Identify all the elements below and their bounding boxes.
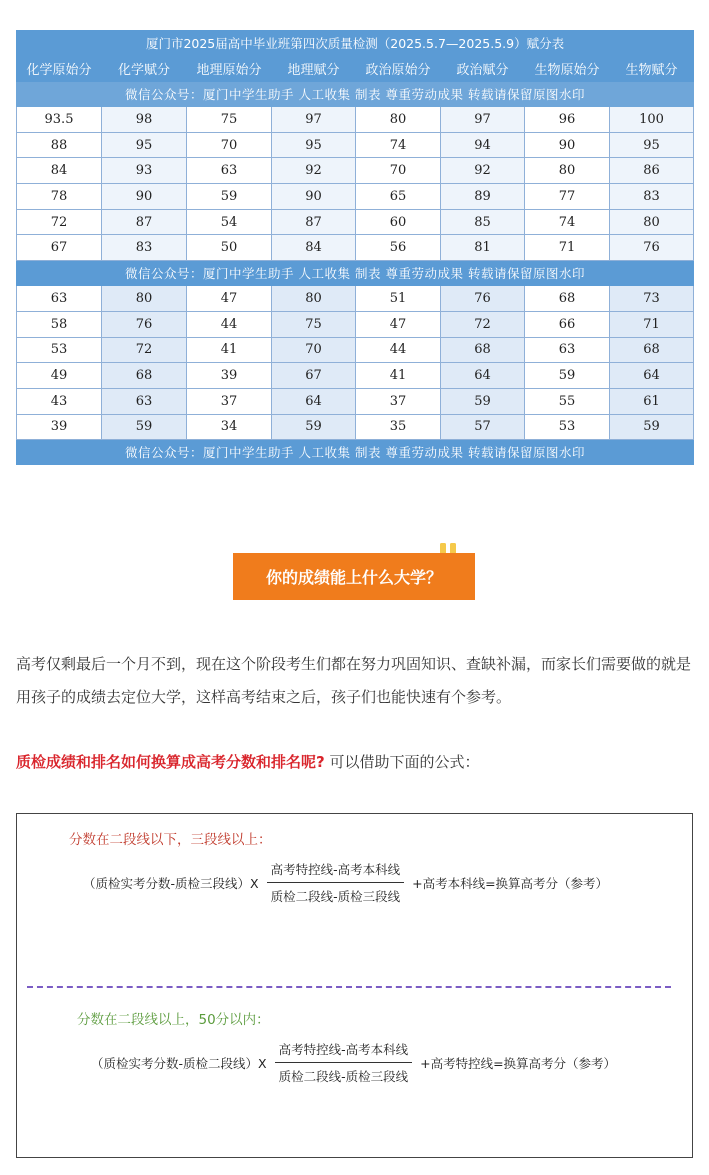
table-cell: 93 <box>102 158 187 184</box>
table-cell: 61 <box>610 388 694 414</box>
table-cell: 92 <box>441 158 525 184</box>
formula-2-title: 分数在二段线以上，50分以内： <box>77 1012 270 1028</box>
table-title: 厦门市2025届高中毕业班第四次质量检测（2025.5.7—2025.5.9）赋分表 <box>17 31 694 55</box>
formula-2-numerator: 高考特控线-高考本科线 <box>278 1042 409 1057</box>
table-header-row <box>17 55 694 82</box>
table-cell: 87 <box>102 209 187 235</box>
table-row <box>17 388 694 414</box>
table-cell: 74 <box>525 209 610 235</box>
table-cell: 72 <box>17 209 102 235</box>
table-cell: 80 <box>102 286 187 312</box>
table-cell: 70 <box>187 132 272 158</box>
column-header: 地理赋分 <box>272 55 356 82</box>
column-header: 生物原始分 <box>525 55 610 82</box>
table-cell: 60 <box>356 209 441 235</box>
table-cell: 34 <box>187 414 272 440</box>
table-cell: 71 <box>610 311 694 337</box>
table-cell: 41 <box>356 363 441 389</box>
table-cell: 39 <box>17 414 102 440</box>
dashed-divider <box>27 986 671 988</box>
table-cell: 47 <box>187 286 272 312</box>
table-cell: 59 <box>525 363 610 389</box>
table-cell: 88 <box>17 132 102 158</box>
watermark-row: 微信公众号：厦门中学生助手 人工收集 制表 尊重劳动成果 转载请保留原图水印 <box>17 261 694 286</box>
table-cell: 68 <box>441 337 525 363</box>
table-cell: 53 <box>17 337 102 363</box>
formula-hint: 可以借助下面的公式： <box>329 753 480 771</box>
column-header: 生物赋分 <box>610 55 694 82</box>
score-table <box>16 30 694 465</box>
table-cell: 76 <box>441 286 525 312</box>
table-cell: 80 <box>525 158 610 184</box>
table-cell: 90 <box>525 132 610 158</box>
formula-intro <box>16 748 696 776</box>
table-row <box>17 286 694 312</box>
table-cell: 53 <box>525 414 610 440</box>
table-cell: 71 <box>525 235 610 261</box>
table-cell: 92 <box>272 158 356 184</box>
table-cell: 41 <box>187 337 272 363</box>
table-cell: 59 <box>610 414 694 440</box>
table-group-2 <box>17 286 694 440</box>
table-cell: 74 <box>356 132 441 158</box>
table-cell: 85 <box>441 209 525 235</box>
table-cell: 70 <box>272 337 356 363</box>
table-cell: 64 <box>441 363 525 389</box>
table-cell: 68 <box>102 363 187 389</box>
formula-2-fraction <box>275 1040 413 1085</box>
table-row <box>17 311 694 337</box>
table-cell: 56 <box>356 235 441 261</box>
table-cell: 80 <box>272 286 356 312</box>
table-cell: 37 <box>187 388 272 414</box>
table-cell: 94 <box>441 132 525 158</box>
table-row <box>17 337 694 363</box>
table-row <box>17 209 694 235</box>
column-header: 化学原始分 <box>17 55 102 82</box>
table-cell: 72 <box>441 311 525 337</box>
table-row <box>17 235 694 261</box>
table-cell: 50 <box>187 235 272 261</box>
table-cell: 67 <box>17 235 102 261</box>
table-cell: 98 <box>102 107 187 133</box>
table-cell: 76 <box>610 235 694 261</box>
table-cell: 78 <box>17 184 102 210</box>
section-banner: 你的成绩能上什么大学？ <box>233 553 475 600</box>
table-cell: 63 <box>102 388 187 414</box>
formula-1-title: 分数在二段线以下，三段线以上： <box>69 832 272 848</box>
table-cell: 90 <box>272 184 356 210</box>
watermark-row: 微信公众号：厦门中学生助手 人工收集 制表 尊重劳动成果 转载请保留原图水印 <box>17 440 694 465</box>
table-cell: 75 <box>187 107 272 133</box>
intro-paragraph: 高考仅剩最后一个月不到，现在这个阶段考生们都在努力巩固知识、查缺补漏，而家长们需要做的就是用孩子的成绩去定位大学，这样高考结束之后，孩子们也能快速有个参考。 <box>16 655 692 706</box>
formula-1-left: （质检实考分数-质检三段线）X <box>83 875 259 891</box>
table-cell: 63 <box>187 158 272 184</box>
table-cell: 43 <box>17 388 102 414</box>
formula-box <box>16 813 693 1158</box>
formula-1-right: +高考本科线=换算高考分（参考） <box>412 875 609 891</box>
column-header: 化学赋分 <box>102 55 187 82</box>
column-header: 政治赋分 <box>441 55 525 82</box>
table-cell: 67 <box>272 363 356 389</box>
formula-2-denominator: 质检二段线-质检三段线 <box>275 1062 413 1085</box>
table-cell: 97 <box>272 107 356 133</box>
formula-1-denominator: 质检二段线-质检三段线 <box>267 882 405 905</box>
table-cell: 59 <box>441 388 525 414</box>
formula-2 <box>91 1040 616 1085</box>
table-cell: 59 <box>102 414 187 440</box>
table-cell: 68 <box>610 337 694 363</box>
table-cell: 44 <box>187 311 272 337</box>
table-cell: 64 <box>610 363 694 389</box>
formula-1 <box>83 860 608 905</box>
table-cell: 95 <box>102 132 187 158</box>
table-cell: 96 <box>525 107 610 133</box>
formula-question: 质检成绩和排名如何换算成高考分数和排名呢? <box>16 753 325 771</box>
table-cell: 49 <box>17 363 102 389</box>
table-cell: 63 <box>525 337 610 363</box>
table-cell: 59 <box>272 414 356 440</box>
table-cell: 84 <box>272 235 356 261</box>
column-header: 政治原始分 <box>356 55 441 82</box>
table-group-1 <box>17 107 694 261</box>
table-cell: 72 <box>102 337 187 363</box>
table-cell: 66 <box>525 311 610 337</box>
table-cell: 58 <box>17 311 102 337</box>
watermark-row: 微信公众号：厦门中学生助手 人工收集 制表 尊重劳动成果 转载请保留原图水印 <box>17 82 694 107</box>
table-cell: 81 <box>441 235 525 261</box>
table-cell: 89 <box>441 184 525 210</box>
table-cell: 93.5 <box>17 107 102 133</box>
table-cell: 70 <box>356 158 441 184</box>
table-cell: 86 <box>610 158 694 184</box>
table-cell: 75 <box>272 311 356 337</box>
table-cell: 73 <box>610 286 694 312</box>
column-header: 地理原始分 <box>187 55 272 82</box>
table-cell: 47 <box>356 311 441 337</box>
table-cell: 95 <box>610 132 694 158</box>
table-cell: 51 <box>356 286 441 312</box>
table-cell: 97 <box>441 107 525 133</box>
table-cell: 63 <box>17 286 102 312</box>
table-cell: 59 <box>187 184 272 210</box>
table-cell: 90 <box>102 184 187 210</box>
table-row <box>17 184 694 210</box>
table-row <box>17 132 694 158</box>
table-cell: 77 <box>525 184 610 210</box>
formula-2-left: （质检实考分数-质检二段线）X <box>91 1055 267 1071</box>
table-cell: 100 <box>610 107 694 133</box>
table-cell: 65 <box>356 184 441 210</box>
table-cell: 68 <box>525 286 610 312</box>
table-cell: 84 <box>17 158 102 184</box>
formula-1-numerator: 高考特控线-高考本科线 <box>270 862 401 877</box>
table-cell: 55 <box>525 388 610 414</box>
table-cell: 76 <box>102 311 187 337</box>
table-cell: 80 <box>356 107 441 133</box>
table-cell: 95 <box>272 132 356 158</box>
formula-1-fraction <box>267 860 405 905</box>
table-row <box>17 363 694 389</box>
table-cell: 83 <box>102 235 187 261</box>
table-cell: 80 <box>610 209 694 235</box>
table-row <box>17 414 694 440</box>
table-cell: 87 <box>272 209 356 235</box>
table-cell: 64 <box>272 388 356 414</box>
table-cell: 54 <box>187 209 272 235</box>
table-cell: 37 <box>356 388 441 414</box>
table-cell: 35 <box>356 414 441 440</box>
table-cell: 44 <box>356 337 441 363</box>
table-cell: 83 <box>610 184 694 210</box>
formula-2-right: +高考特控线=换算高考分（参考） <box>420 1055 617 1071</box>
table-cell: 57 <box>441 414 525 440</box>
table-row <box>17 107 694 133</box>
table-cell: 39 <box>187 363 272 389</box>
table-row <box>17 158 694 184</box>
